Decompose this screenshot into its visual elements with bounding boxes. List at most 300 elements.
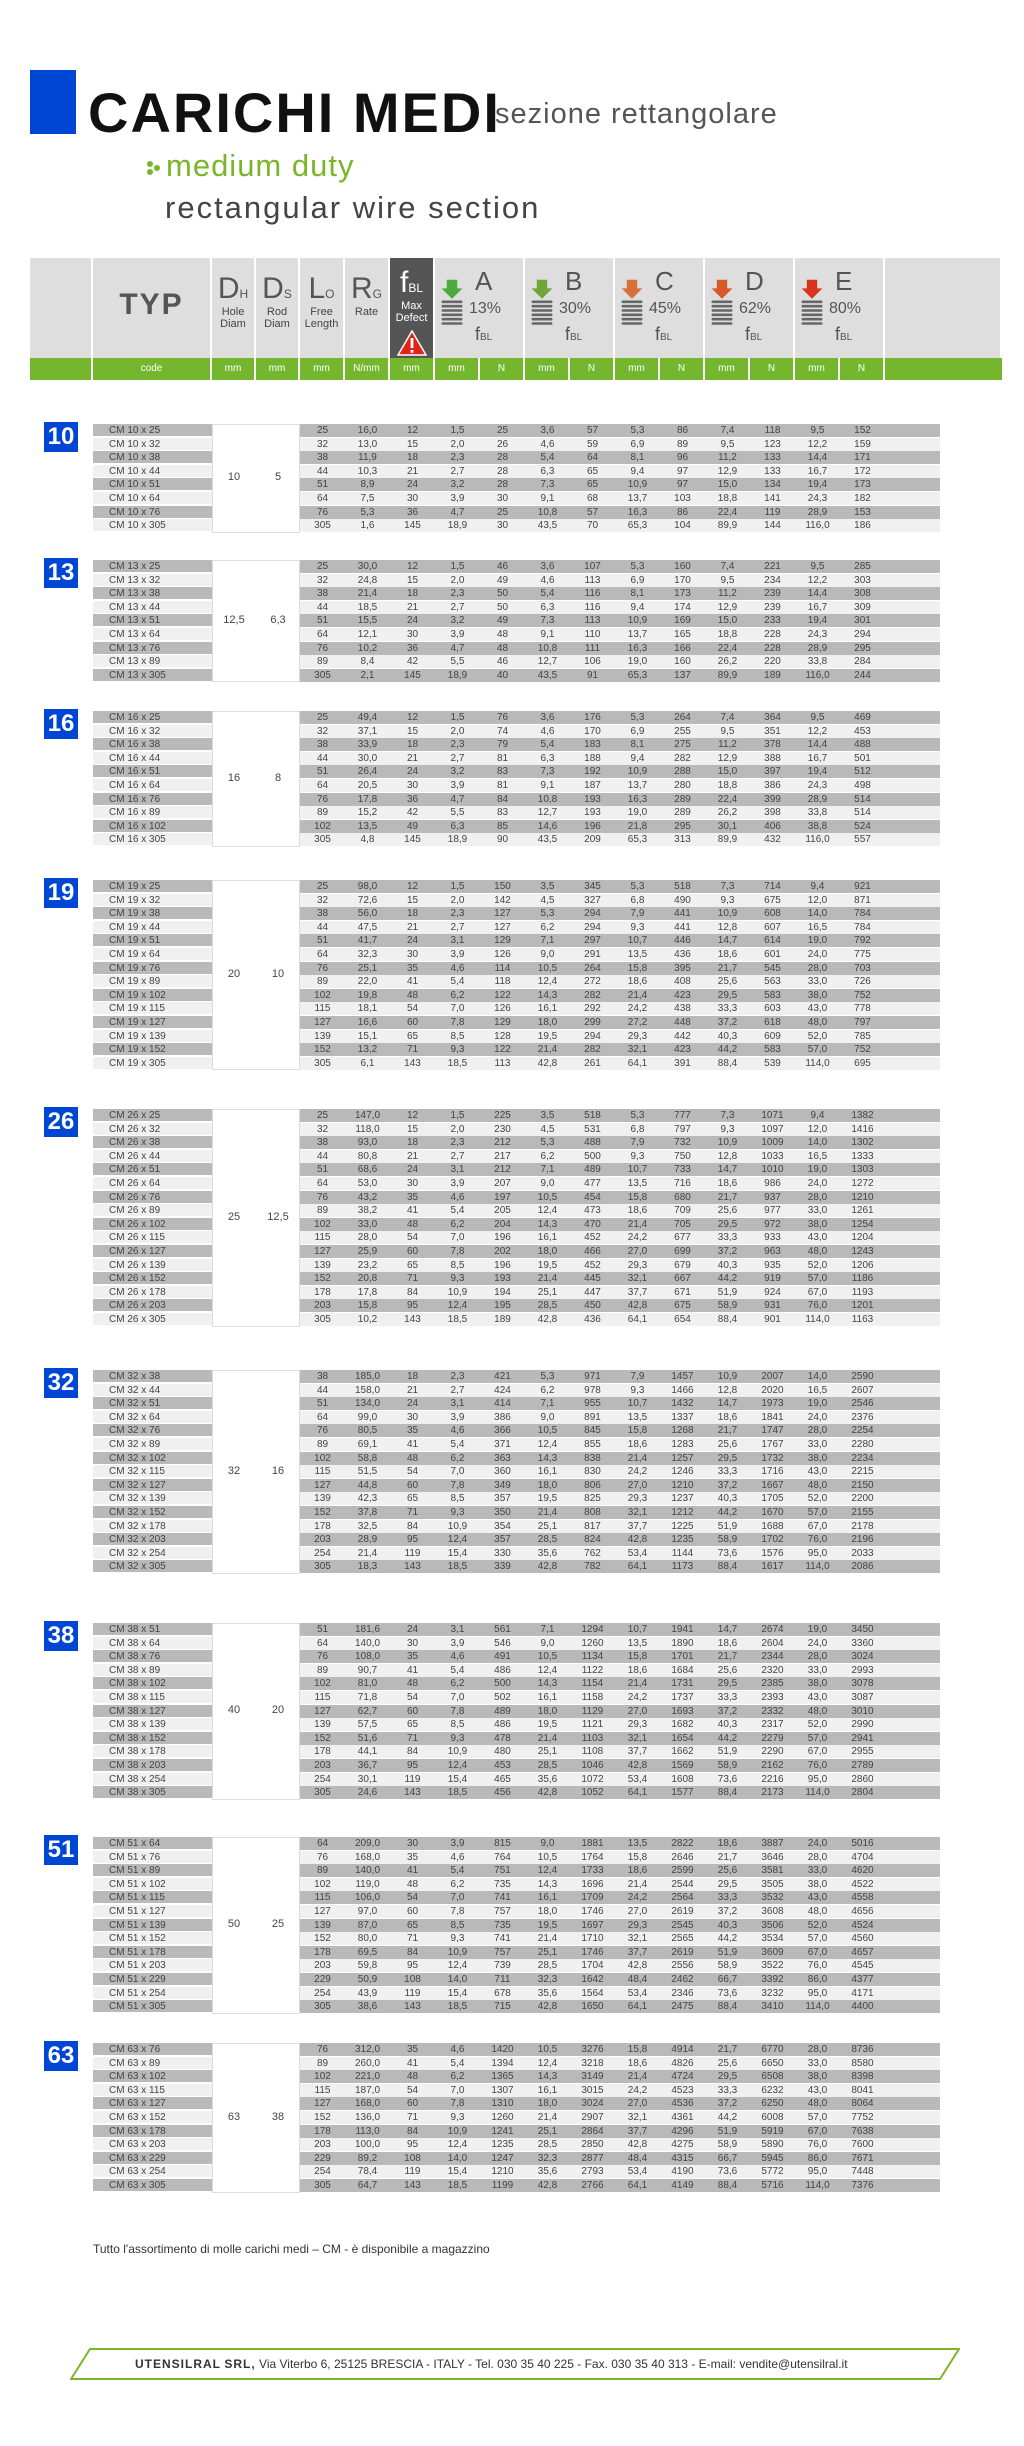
row-cell: 491 (480, 1650, 525, 1664)
row-cell: 76 (300, 1191, 345, 1205)
row-cell: 1881 (570, 1837, 615, 1851)
row-cell: 18,5 (435, 1057, 480, 1071)
row-cell: 531 (570, 1123, 615, 1137)
row-cell: 10,3 (345, 465, 390, 479)
row-cell: 49 (480, 614, 525, 628)
row-cell: 32 (300, 1123, 345, 1137)
header-load-a (435, 258, 525, 358)
row-cell: 83 (480, 765, 525, 779)
header-col-1 (256, 258, 300, 358)
row-cell: 18,9 (435, 833, 480, 847)
row-cell: 25,6 (705, 975, 750, 989)
row-cell: 139 (300, 1492, 345, 1506)
row-cell: 73,6 (705, 1987, 750, 2001)
row-cell: 3,9 (435, 779, 480, 793)
row-trailing (885, 738, 940, 752)
row-cell: 38 (300, 587, 345, 601)
group-hole-diam: 32 (227, 1465, 241, 1477)
row-cell: 40,3 (705, 1492, 750, 1506)
row-cell: 2,3 (435, 451, 480, 465)
row-cell: 3,6 (525, 711, 570, 725)
row-cell: 5,5 (435, 806, 480, 820)
row-cell: 95 (390, 1533, 435, 1547)
row-cell: 64,7 (345, 2179, 390, 2193)
row-cell: 104 (660, 519, 705, 533)
row-cell: 349 (480, 1479, 525, 1493)
row-cell: 204 (480, 1218, 525, 1232)
row-cell: 9,3 (705, 1123, 750, 1137)
row-trailing (885, 1677, 940, 1691)
group-hole-diam: 16 (227, 772, 241, 784)
row-cell: 12,4 (525, 1664, 570, 1678)
row-trailing (885, 1218, 940, 1232)
row-cell: 792 (840, 934, 885, 948)
row-cell: 88,4 (705, 2179, 750, 2193)
row-cell: 12 (390, 711, 435, 725)
row-cell: 18,5 (435, 1313, 480, 1327)
header-fbl-label: fBL (565, 324, 583, 344)
row-cell: 1693 (660, 1705, 705, 1719)
header-fbl (390, 258, 435, 358)
row-cell: 51 (300, 765, 345, 779)
row-cell: 25,6 (705, 1664, 750, 1678)
unit-cell: mm (615, 358, 660, 380)
row-code: CM 38 x 139 (93, 1718, 212, 1731)
row-cell: 18 (390, 451, 435, 465)
row-cell: 1173 (660, 1560, 705, 1574)
dots-icon (146, 160, 162, 176)
row-cell: 1212 (660, 1506, 705, 1520)
row-cell: 98,0 (345, 880, 390, 894)
row-cell: 453 (840, 725, 885, 739)
row-cell: 1841 (750, 1411, 795, 1425)
row-cell: 18,5 (435, 1786, 480, 1800)
row-trailing (885, 1438, 940, 1452)
row-cell: 12,0 (795, 1123, 840, 1137)
group-rod-diam: 25 (271, 1918, 285, 1931)
row-cell: 978 (570, 1384, 615, 1398)
row-cell: 47,5 (345, 921, 390, 935)
row-trailing (885, 1973, 940, 1987)
header-col-2 (300, 258, 345, 358)
row-trailing (885, 1520, 940, 1534)
row-trailing (885, 1043, 940, 1057)
row-code: CM 26 x 203 (93, 1299, 212, 1312)
row-trailing (885, 451, 940, 465)
row-cell: 58,9 (705, 1959, 750, 1973)
group-rod-diam: 20 (271, 1704, 285, 1717)
row-cell: 2393 (750, 1691, 795, 1705)
row-cell: 35 (390, 1650, 435, 1664)
table-row (0, 560, 1024, 573)
row-cell: 119 (390, 1547, 435, 1561)
row-cell: 54 (390, 2084, 435, 2098)
row-cell: 2,0 (435, 894, 480, 908)
row-cell: 1670 (750, 1506, 795, 1520)
row-cell: 5,4 (525, 587, 570, 601)
row-cell: 441 (660, 921, 705, 935)
row-cell: 9,4 (615, 465, 660, 479)
row-cell: 76 (300, 506, 345, 520)
row-trailing (885, 1231, 940, 1245)
row-trailing (885, 628, 940, 642)
unit-cell: N (570, 358, 615, 380)
row-cell: 123 (750, 438, 795, 452)
row-cell: 5,4 (525, 451, 570, 465)
row-cell: 391 (660, 1057, 705, 1071)
row-cell: 2,1 (345, 669, 390, 683)
row-cell: 33,9 (345, 738, 390, 752)
row-cell: 3506 (750, 1919, 795, 1933)
table-row (0, 424, 1024, 437)
row-cell: 675 (660, 1299, 705, 1313)
row-cell: 29,5 (705, 1878, 750, 1892)
row-code: CM 63 x 305 (93, 2179, 212, 2192)
row-cell: 181,6 (345, 1623, 390, 1637)
row-cell: 18,9 (435, 519, 480, 533)
row-cell: 5,3 (615, 1109, 660, 1123)
row-cell: 32,1 (615, 1732, 660, 1746)
row-code: CM 32 x 44 (93, 1384, 212, 1397)
row-cell: 3,6 (525, 424, 570, 438)
row-cell: 127 (300, 1905, 345, 1919)
row-cell: 473 (570, 1204, 615, 1218)
header-percent: 30% (559, 300, 592, 317)
row-cell: 2,3 (435, 1370, 480, 1384)
row-cell: 364 (750, 711, 795, 725)
row-cell: 350 (480, 1506, 525, 1520)
table-row (0, 1664, 1024, 1677)
row-cell: 16,0 (345, 424, 390, 438)
row-cell: 9,3 (705, 894, 750, 908)
row-code: CM 63 x 178 (93, 2125, 212, 2138)
row-code: CM 19 x 139 (93, 1030, 212, 1043)
row-cell: 1210 (660, 1479, 705, 1493)
row-trailing (885, 2070, 940, 2084)
row-trailing (885, 2138, 940, 2152)
row-cell: 466 (570, 1245, 615, 1259)
unit-spacer (30, 358, 93, 380)
row-cell: 33,0 (795, 1864, 840, 1878)
row-cell: 42,8 (525, 1560, 570, 1574)
row-cell: 289 (660, 806, 705, 820)
row-cell: 2,7 (435, 1384, 480, 1398)
table-row (0, 1411, 1024, 1424)
row-cell: 44,2 (705, 1043, 750, 1057)
row-cell: 119 (390, 1987, 435, 2001)
row-cell: 54 (390, 1002, 435, 1016)
row-cell: 76,0 (795, 1299, 840, 1313)
row-cell: 709 (660, 1204, 705, 1218)
row-cell: 7,0 (435, 1231, 480, 1245)
row-cell: 5945 (750, 2152, 795, 2166)
row-cell: 1688 (750, 1520, 795, 1534)
row-code: CM 26 x 152 (93, 1272, 212, 1285)
row-cell: 1225 (660, 1520, 705, 1534)
row-cell: 114,0 (795, 1786, 840, 1800)
row-cell: 18,0 (525, 1016, 570, 1030)
table-row (0, 519, 1024, 532)
row-cell: 118 (480, 975, 525, 989)
row-cell: 17,8 (345, 1286, 390, 1300)
row-cell: 207 (480, 1177, 525, 1191)
row-cell: 127 (300, 1016, 345, 1030)
row-cell: 119 (390, 1773, 435, 1787)
row-cell: 27,0 (615, 1479, 660, 1493)
row-cell: 24 (390, 1163, 435, 1177)
row-cell: 8,5 (435, 1919, 480, 1933)
row-cell: 43,0 (795, 1002, 840, 1016)
row-cell: 2545 (660, 1919, 705, 1933)
row-cell: 57,0 (795, 2111, 840, 2125)
row-trailing (885, 833, 940, 847)
row-cell: 1696 (570, 1878, 615, 1892)
row-cell: 1241 (480, 2125, 525, 2139)
row-cell: 294 (570, 921, 615, 935)
row-cell: 58,9 (705, 1533, 750, 1547)
row-cell: 33,3 (705, 1465, 750, 1479)
row-code: CM 19 x 76 (93, 962, 212, 975)
row-cell: 3392 (750, 1973, 795, 1987)
row-cell: 19,4 (795, 765, 840, 779)
row-cell: 21,4 (345, 587, 390, 601)
row-cell: 25,6 (705, 1864, 750, 1878)
row-cell: 2,0 (435, 725, 480, 739)
row-cell: 28,0 (795, 1851, 840, 1865)
row-cell: 2376 (840, 1411, 885, 1425)
row-cell: 1154 (570, 1677, 615, 1691)
row-cell: 13,7 (615, 628, 660, 642)
row-cell: 2877 (570, 2152, 615, 2166)
row-cell: 26,2 (705, 806, 750, 820)
row-cell: 3534 (750, 1932, 795, 1946)
row-cell: 189 (480, 1313, 525, 1327)
row-cell: 398 (750, 806, 795, 820)
row-cell: 196 (480, 1259, 525, 1273)
row-cell: 140,0 (345, 1864, 390, 1878)
row-cell: 924 (750, 1286, 795, 1300)
row-cell: 73,6 (705, 1773, 750, 1787)
row-cell: 59,8 (345, 1959, 390, 1973)
row-code: CM 38 x 115 (93, 1691, 212, 1704)
group-size-badge: 13 (44, 558, 78, 588)
row-cell: 89 (300, 1438, 345, 1452)
row-cell: 118 (750, 424, 795, 438)
row-cell: 84 (390, 1946, 435, 1960)
row-cell: 2155 (840, 1506, 885, 1520)
row-cell: 221 (750, 560, 795, 574)
row-cell: 37,7 (615, 1520, 660, 1534)
row-trailing (885, 1533, 940, 1547)
row-cell: 469 (840, 711, 885, 725)
row-cell: 30,1 (345, 1773, 390, 1787)
table-row (0, 2070, 1024, 2083)
row-cell: 12,2 (795, 725, 840, 739)
row-cell: 15,2 (345, 806, 390, 820)
row-cell: 5919 (750, 2125, 795, 2139)
row-cell: 255 (660, 725, 705, 739)
row-cell: 12,9 (705, 752, 750, 766)
row-trailing (885, 519, 940, 533)
row-cell: 7376 (840, 2179, 885, 2193)
row-cell: 32 (300, 894, 345, 908)
row-cell: 10,9 (615, 614, 660, 628)
row-cell: 583 (750, 989, 795, 1003)
row-cell: 42 (390, 806, 435, 820)
row-cell: 25 (300, 424, 345, 438)
row-cell: 194 (480, 1286, 525, 1300)
row-cell: 5,3 (345, 506, 390, 520)
row-cell: 775 (840, 948, 885, 962)
group-rod-diam: 12,5 (267, 1210, 289, 1223)
row-cell: 25 (300, 560, 345, 574)
row-cell: 1432 (660, 1397, 705, 1411)
row-code: CM 51 x 203 (93, 1959, 212, 1972)
row-cell: 24,8 (345, 574, 390, 588)
row-cell: 12 (390, 424, 435, 438)
row-cell: 1254 (840, 1218, 885, 1232)
row-cell: 327 (570, 894, 615, 908)
row-cell: 18,6 (705, 948, 750, 962)
row-cell: 1709 (570, 1891, 615, 1905)
row-code: CM 16 x 32 (93, 725, 212, 738)
row-cell: 28 (480, 478, 525, 492)
row-cell: 726 (840, 975, 885, 989)
row-code: CM 16 x 25 (93, 711, 212, 724)
row-cell: 115 (300, 1231, 345, 1245)
row-cell: 9,1 (525, 779, 570, 793)
table-row (0, 2138, 1024, 2151)
row-cell: 81,0 (345, 1677, 390, 1691)
row-cell: 4275 (660, 2138, 705, 2152)
row-cell: 6,2 (525, 1150, 570, 1164)
row-trailing (885, 614, 940, 628)
table-row (0, 1438, 1024, 1451)
table-row (0, 1057, 1024, 1070)
row-cell: 4826 (660, 2057, 705, 2071)
row-cell: 100,0 (345, 2138, 390, 2152)
row-trailing (885, 1452, 940, 1466)
table-row (0, 894, 1024, 907)
row-cell: 40,3 (705, 1030, 750, 1044)
row-code: CM 19 x 152 (93, 1043, 212, 1056)
row-cell: 106,0 (345, 1891, 390, 1905)
row-cell: 32,3 (345, 948, 390, 962)
header-percent: 80% (829, 300, 862, 317)
row-cell: 21,4 (525, 2111, 570, 2125)
row-cell: 6770 (750, 2043, 795, 2057)
table-row (0, 2043, 1024, 2056)
row-cell: 24,0 (795, 948, 840, 962)
row-cell: 6,2 (435, 1218, 480, 1232)
row-cell: 366 (480, 1424, 525, 1438)
row-cell: 66,7 (705, 2152, 750, 2166)
table-row (0, 2152, 1024, 2165)
row-cell: 28 (480, 451, 525, 465)
row-cell: 5,3 (615, 560, 660, 574)
row-cell: 18,8 (705, 492, 750, 506)
row-cell: 18,6 (615, 1438, 660, 1452)
row-cell: 2804 (840, 1786, 885, 1800)
row-code: CM 32 x 89 (93, 1438, 212, 1451)
row-code: CM 38 x 127 (93, 1705, 212, 1718)
row-cell: 36 (390, 642, 435, 656)
row-cell: 21 (390, 601, 435, 615)
table-row (0, 2179, 1024, 2192)
row-cell: 931 (750, 1299, 795, 1313)
row-cell: 71 (390, 1506, 435, 1520)
table-row (0, 1136, 1024, 1149)
row-cell: 21 (390, 752, 435, 766)
row-cell: 48,0 (795, 1016, 840, 1030)
row-cell: 1009 (750, 1136, 795, 1150)
row-cell: 1201 (840, 1299, 885, 1313)
row-cell: 486 (480, 1718, 525, 1732)
row-cell: 203 (300, 1959, 345, 1973)
row-cell: 15,8 (615, 1650, 660, 1664)
table-row (0, 1370, 1024, 1383)
row-cell: 2546 (840, 1397, 885, 1411)
row-cell: 2556 (660, 1959, 705, 1973)
row-cell: 1764 (570, 1851, 615, 1865)
row-cell: 546 (480, 1637, 525, 1651)
row-cell: 1097 (750, 1123, 795, 1137)
row-cell: 1235 (480, 2138, 525, 2152)
row-cell: 29,3 (615, 1030, 660, 1044)
row-code: CM 63 x 203 (93, 2138, 212, 2151)
row-cell: 32,1 (615, 1932, 660, 1946)
row-code: CM 38 x 152 (93, 1732, 212, 1745)
row-code: CM 32 x 102 (93, 1452, 212, 1465)
row-cell: 830 (570, 1465, 615, 1479)
row-cell: 9,0 (525, 1637, 570, 1651)
row-cell: 12,7 (525, 655, 570, 669)
row-trailing (885, 1946, 940, 1960)
row-cell: 65 (570, 465, 615, 479)
row-cell: 9,5 (705, 438, 750, 452)
row-cell: 3360 (840, 1637, 885, 1651)
row-cell: 70 (570, 519, 615, 533)
row-cell: 16,1 (525, 1465, 570, 1479)
row-cell: 182 (840, 492, 885, 506)
row-cell: 188 (570, 752, 615, 766)
row-cell: 1466 (660, 1384, 705, 1398)
row-cell: 264 (570, 962, 615, 976)
row-cell: 8,9 (345, 478, 390, 492)
row-cell: 825 (570, 1492, 615, 1506)
row-cell: 24 (390, 934, 435, 948)
row-cell: 229 (300, 1973, 345, 1987)
row-cell: 2033 (840, 1547, 885, 1561)
row-cell: 30 (390, 628, 435, 642)
row-cell: 84 (480, 793, 525, 807)
row-cell: 83 (480, 806, 525, 820)
row-cell: 114,0 (795, 2000, 840, 2014)
row-cell: 15,5 (345, 614, 390, 628)
row-trailing (885, 989, 940, 1003)
table-row (0, 962, 1024, 975)
row-cell: 436 (660, 948, 705, 962)
row-cell: 14,4 (795, 587, 840, 601)
row-cell: 51,9 (705, 1286, 750, 1300)
row-code: CM 32 x 38 (93, 1370, 212, 1383)
row-cell: 19,0 (795, 1397, 840, 1411)
row-cell: 220 (750, 655, 795, 669)
row-cell: 18 (390, 738, 435, 752)
row-cell: 478 (480, 1732, 525, 1746)
row-cell: 1302 (840, 1136, 885, 1150)
row-cell: 414 (480, 1397, 525, 1411)
